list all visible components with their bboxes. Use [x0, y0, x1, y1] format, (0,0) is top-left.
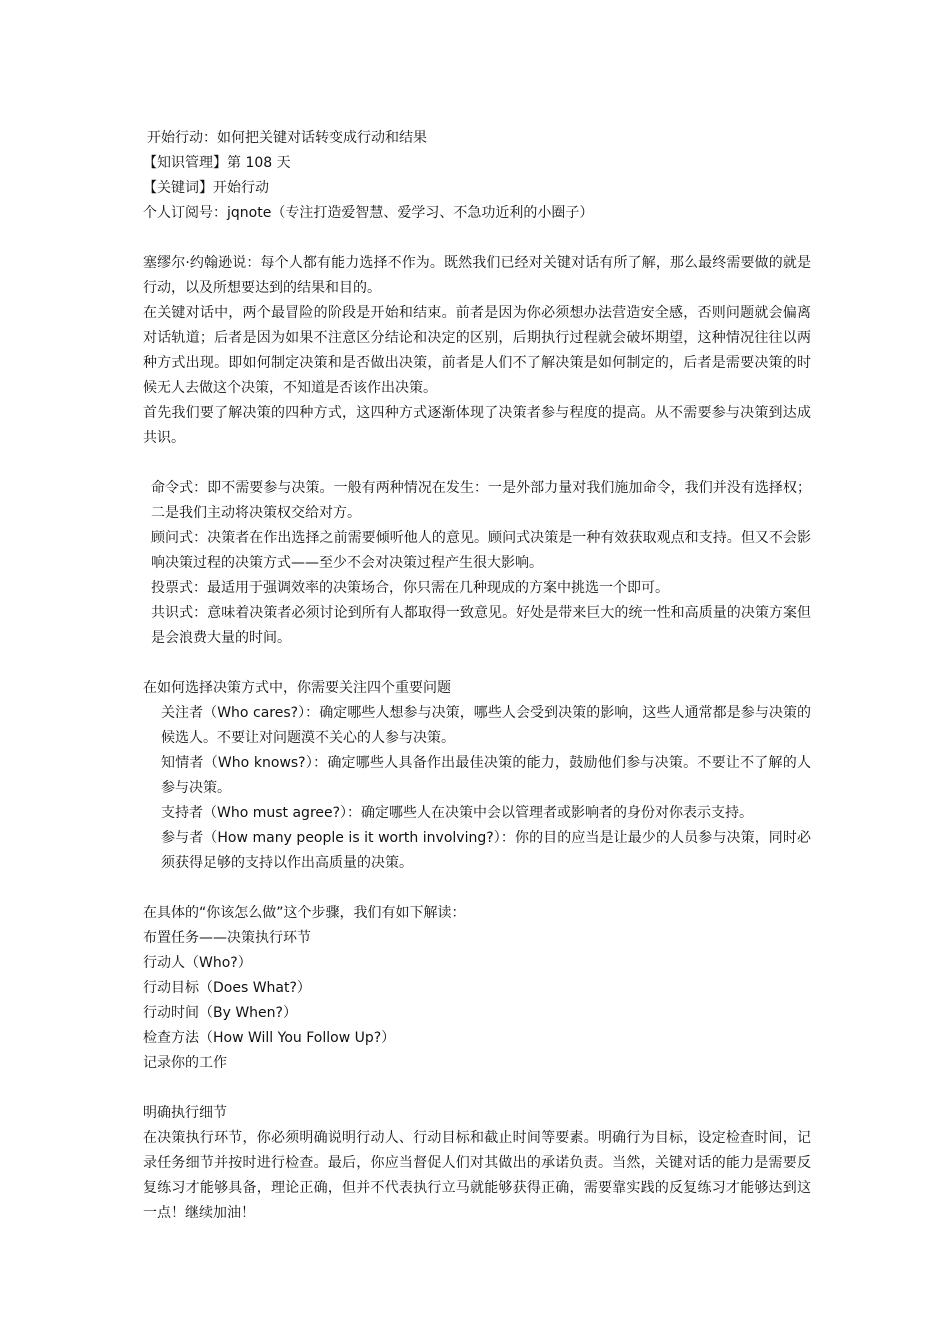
questions-heading: 在如何选择决策方式中，你需要关注四个重要问题 [143, 680, 451, 696]
document-title: 开始行动：如何把关键对话转变成行动和结果 [147, 130, 427, 146]
spacer [143, 226, 811, 251]
question-who-knows: 知情者（Who knows?）：确定哪些人具备作出最佳决策的能力，鼓励他们参与决策。不要让不了解的人参与决策。 [161, 755, 811, 796]
decision-mode-command: 命令式：即不需要参与决策。一般有两种情况在发生：一是外部力量对我们施加命令，我们并没有选择权；二是我们主动将决策权交给对方。 [151, 480, 811, 521]
spacer [143, 451, 811, 476]
steps-heading: 在具体的“你该怎么做”这个步骤，我们有如下解读： [143, 905, 466, 921]
details-heading: 明确执行细节 [143, 1105, 227, 1121]
intro-paragraph-1: 塞缪尔·约翰逊说：每个人都有能力选择不作为。既然我们已经对关键对话有所了解，那么最终需要做的就是行动，以及所想要达到的结果和目的。 [143, 255, 811, 296]
document-page [143, 126, 811, 1226]
decision-mode-vote: 投票式：最适用于强调效率的决策场合，你只需在几种现成的方案中挑选一个即可。 [151, 580, 669, 596]
spacer [143, 651, 811, 676]
question-who-cares: 关注者（Who cares?）：确定哪些人想参与决策，哪些人会受到决策的影响，这些人通常都是参与决策的候选人。不要让对问题漠不关心的人参与决策。 [161, 705, 811, 746]
intro-paragraph-3: 首先我们要了解决策的四种方式，这四种方式逐渐体现了决策者参与程度的提高。从不需要参与决策到达成共识。 [143, 405, 811, 446]
details-body: 在决策执行环节，你必须明确说明行动人、行动目标和截止时间等要素。明确行为目标，设定检查时间，记录任务细节并按时进行检查。最后，你应当督促人们对其做出的承诺负责。当然，关键对话的能力是需要反复练习才能够具备，理论正确，但并不代表执行立马就能够获得正确，需要靠实践的反复练习才能够达到这一点！继续加油！ [143, 1130, 811, 1221]
step-item: 记录你的工作 [143, 1055, 227, 1071]
keyword-label: 【关键词】开始行动 [143, 180, 269, 196]
series-label: 【知识管理】第 108 天 [143, 155, 291, 171]
decision-mode-consult: 顾问式：决策者在作出选择之前需要倾听他人的意见。顾问式决策是一种有效获取观点和支持。但又不会影响决策过程的决策方式——至少不会对决策过程产生很大影响。 [151, 530, 811, 571]
step-item: 行动人（Who?） [143, 955, 252, 971]
decision-mode-consensus: 共识式：意味着决策者必须讨论到所有人都取得一致意见。好处是带来巨大的统一性和高质量的决策方案但是会浪费大量的时间。 [151, 605, 811, 646]
account-label: 个人订阅号：jqnote（专注打造爱智慧、爱学习、不急功近利的小圈子） [143, 205, 594, 221]
step-item: 行动目标（Does What?） [143, 980, 311, 996]
question-how-many: 参与者（How many people is it worth involving?）：你的目的应当是让最少的人员参与决策，同时必须获得足够的支持以作出高质量的决策。 [161, 830, 811, 871]
step-item: 行动时间（By When?） [143, 1005, 297, 1021]
step-item: 检查方法（How Will You Follow Up?） [143, 1030, 396, 1046]
spacer [143, 876, 811, 901]
spacer [143, 1076, 811, 1101]
question-who-must-agree: 支持者（Who must agree?）：确定哪些人在决策中会以管理者或影响者的身份对你表示支持。 [161, 805, 754, 821]
intro-paragraph-2: 在关键对话中，两个最冒险的阶段是开始和结束。前者是因为你必须想办法营造安全感，否则问题就会偏离对话轨道；后者是因为如果不注意区分结论和决定的区别，后期执行过程就会破坏期望，这种情况往往以两种方式出现。即如何制定决策和是否做出决策，前者是人们不了解决策是如何制定的，后者是需要决策的时候无人去做这个决策，不知道是否该作出决策。 [143, 305, 811, 396]
step-item: 布置任务——决策执行环节 [143, 930, 311, 946]
